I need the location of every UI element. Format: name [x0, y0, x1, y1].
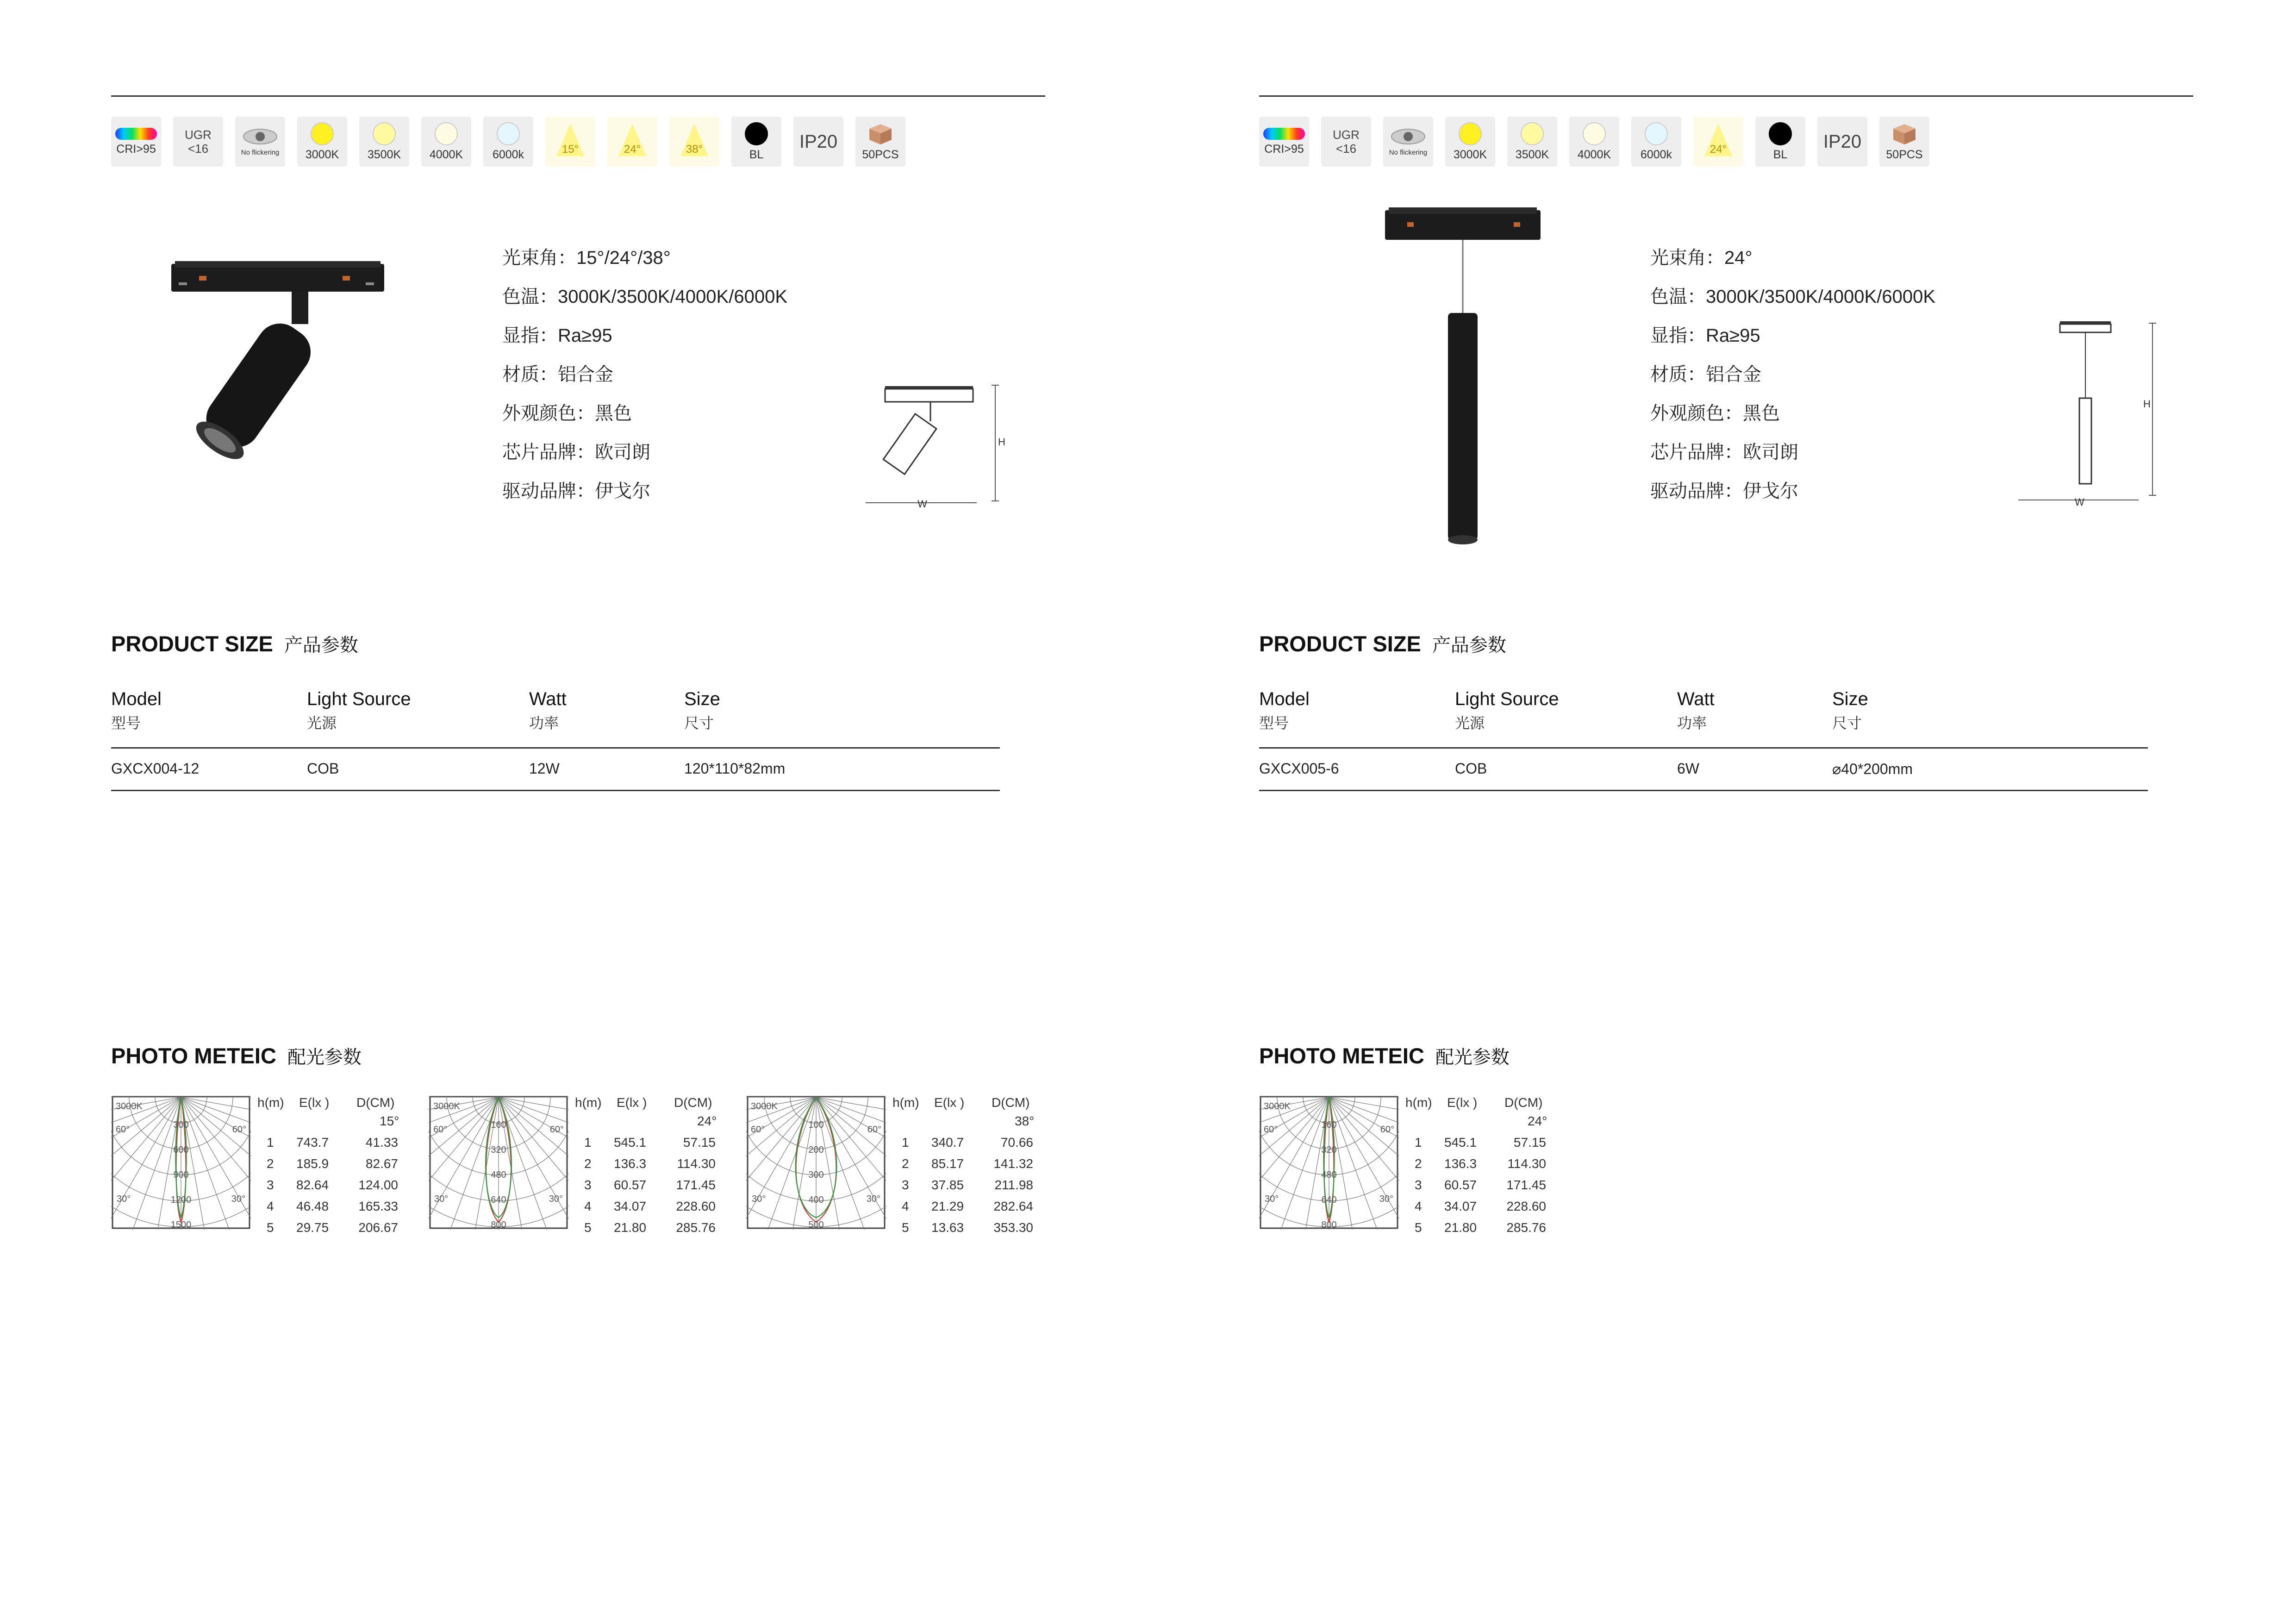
- feature-icon-color: [1569, 117, 1619, 167]
- header-cn: 尺寸: [1832, 715, 1862, 731]
- spec-item: 材质：铝合金: [502, 364, 613, 385]
- header-en: Light Source: [307, 689, 411, 709]
- ring-value-label: 160: [1321, 1120, 1337, 1130]
- feature-icon-ip: [793, 117, 843, 167]
- icon-label: BL: [1773, 148, 1788, 161]
- icon-label: 6000k: [1640, 148, 1672, 161]
- feature-icon-eye: [235, 117, 285, 167]
- illuminance-value: 545.1: [614, 1135, 647, 1149]
- diameter-value: 114.30: [1507, 1156, 1546, 1171]
- diameter-value: 285.76: [676, 1220, 716, 1235]
- angle-label: 30°: [1379, 1194, 1393, 1204]
- diameter-value: 282.64: [993, 1199, 1033, 1213]
- polar-diagram: [1259, 1095, 1399, 1230]
- diameter-value: 211.98: [994, 1178, 1033, 1192]
- height-value: 3: [267, 1178, 274, 1192]
- illuminance-value: 60.57: [614, 1178, 647, 1192]
- beam-angle-value: 24°: [697, 1114, 717, 1128]
- angle-label: 60°: [116, 1124, 130, 1135]
- table-header: [1677, 689, 1715, 733]
- illuminance-value: 29.75: [296, 1220, 329, 1235]
- diameter-value: 353.30: [993, 1220, 1033, 1235]
- photo-metric-title-en: PHOTO METEIC: [1259, 1043, 1424, 1068]
- feature-icon-color: [731, 117, 781, 167]
- diameter-value: 141.32: [993, 1156, 1033, 1171]
- ring-value-label: 1500: [170, 1220, 192, 1230]
- height-value: 2: [902, 1156, 909, 1171]
- illuminance-value: 34.07: [614, 1199, 647, 1213]
- polar-diagram: [111, 1095, 251, 1230]
- spec-item: 外观颜色：黑色: [1650, 403, 1780, 424]
- diameter-value: 228.60: [1506, 1199, 1546, 1213]
- cri-rainbow-icon: [115, 128, 157, 140]
- icon-label: 3500K: [1515, 148, 1549, 161]
- cri-rainbow-icon: [1263, 128, 1305, 140]
- cct-label: 3000K: [1264, 1101, 1291, 1112]
- table-header: [307, 689, 411, 733]
- feature-icon-box: [1879, 117, 1929, 167]
- illuminance-value: 185.9: [296, 1156, 329, 1171]
- illuminance-value: 545.1: [1444, 1135, 1477, 1149]
- right-page: [1148, 0, 2296, 1624]
- ring-value-label: 400: [808, 1195, 824, 1205]
- spec-list: [502, 238, 787, 511]
- pendant-product-image: [1379, 204, 1546, 556]
- cct-label: 3000K: [751, 1101, 778, 1112]
- spec-item: 驱动品牌：伊戈尔: [502, 481, 650, 501]
- angle-label: 30°: [752, 1194, 766, 1204]
- illuminance-value: 21.29: [931, 1199, 964, 1213]
- photo-metric-title: [111, 1043, 362, 1069]
- icon-label: CRI>95: [1264, 142, 1304, 156]
- ring-value-label: 300: [808, 1170, 824, 1180]
- header-en: Model: [1259, 689, 1310, 709]
- dim-h-label: H: [2143, 398, 2151, 410]
- feature-icon-color: [421, 117, 471, 167]
- color-dot-icon: [745, 122, 768, 145]
- icon-label: 3500K: [367, 148, 401, 161]
- illuminance-value: 21.80: [1444, 1220, 1477, 1235]
- illuminance-value: 46.48: [296, 1199, 329, 1213]
- polar-diagram: [429, 1095, 568, 1230]
- color-dot-icon: [497, 122, 520, 145]
- spec-item: 显指：Ra≥95: [502, 325, 612, 346]
- icon-label: 24°: [1710, 143, 1727, 156]
- header-cn: 型号: [111, 715, 141, 731]
- photometric-header: h(m): [892, 1095, 919, 1110]
- table-cell: GXCX004-12: [111, 760, 200, 777]
- product-size-title-en: PRODUCT SIZE: [111, 631, 273, 656]
- photometric-header: h(m): [575, 1095, 602, 1110]
- icon-label: 38°: [686, 143, 703, 156]
- dimension-drawing: [861, 380, 1009, 518]
- angle-label: 30°: [549, 1194, 563, 1204]
- feature-icons: [111, 117, 905, 167]
- spec-item: 芯片品牌：欧司朗: [502, 442, 650, 462]
- ring-value-label: 500: [808, 1220, 824, 1230]
- dim-w-label: W: [2075, 496, 2084, 508]
- feature-icon-beam: [669, 117, 719, 167]
- icon-label: 3000K: [305, 148, 339, 161]
- ring-value-label: 800: [1321, 1220, 1337, 1230]
- table-header: [111, 689, 162, 733]
- icon-label: BL: [749, 148, 764, 161]
- feature-icons: [1259, 117, 1929, 167]
- illuminance-value: 85.17: [931, 1156, 964, 1171]
- cct-label: 3000K: [116, 1101, 143, 1112]
- ring-value-label: 600: [173, 1145, 189, 1155]
- height-value: 5: [584, 1220, 592, 1235]
- angle-label: 60°: [232, 1124, 246, 1135]
- diameter-value: 57.15: [1513, 1135, 1546, 1149]
- feature-icon-ugr: [173, 117, 223, 167]
- table-cell: 12W: [529, 760, 560, 777]
- height-value: 4: [902, 1199, 909, 1213]
- table-cell: COB: [1455, 760, 1487, 777]
- product-size-title: [111, 631, 358, 657]
- feature-icon-cri: [1259, 117, 1309, 167]
- photometric-header: D(CM): [992, 1095, 1030, 1110]
- polar-diagram: [746, 1095, 886, 1230]
- cct-label: 3000K: [433, 1101, 460, 1112]
- height-value: 3: [1415, 1178, 1422, 1192]
- diameter-value: 171.45: [1506, 1178, 1546, 1192]
- header-cn: 光源: [1455, 715, 1485, 731]
- header-cn: 尺寸: [684, 715, 714, 731]
- feature-icon-color: [1445, 117, 1495, 167]
- diameter-value: 124.00: [358, 1178, 398, 1192]
- ring-value-label: 320: [491, 1145, 506, 1155]
- header-cn: 功率: [1677, 715, 1707, 731]
- illuminance-value: 34.07: [1444, 1199, 1477, 1213]
- icon-label: 50PCS: [862, 148, 899, 161]
- feature-icon-beam: [1693, 117, 1743, 167]
- spec-item: 芯片品牌：欧司朗: [1650, 442, 1798, 462]
- height-value: 1: [584, 1135, 592, 1149]
- color-dot-icon: [311, 122, 334, 145]
- spec-item: 光束角：15°/24°/38°: [502, 248, 671, 268]
- table-header: [1259, 689, 1310, 733]
- icon-label: UGR <16: [185, 128, 212, 156]
- table-rule: [1259, 747, 2148, 749]
- diameter-value: 171.45: [676, 1178, 716, 1192]
- product-size-title: [1259, 631, 1506, 657]
- dim-h-label: H: [998, 436, 1005, 448]
- photometric-header: D(CM): [1504, 1095, 1543, 1110]
- height-value: 1: [267, 1135, 274, 1149]
- product-size-title-en: PRODUCT SIZE: [1259, 631, 1421, 656]
- angle-label: 60°: [1264, 1124, 1278, 1135]
- angle-label: 30°: [1265, 1194, 1279, 1204]
- icon-label: 4000K: [429, 148, 463, 161]
- diameter-value: 285.76: [1506, 1220, 1546, 1235]
- header-cn: 功率: [529, 715, 559, 731]
- angle-label: 60°: [433, 1124, 448, 1135]
- height-value: 4: [584, 1199, 592, 1213]
- table-header: [529, 689, 567, 733]
- spec-item: 驱动品牌：伊戈尔: [1650, 481, 1798, 501]
- header-en: Size: [1832, 689, 1868, 709]
- spec-item: 外观颜色：黑色: [502, 403, 632, 424]
- icon-label: 15°: [562, 143, 579, 156]
- diameter-value: 114.30: [677, 1156, 716, 1171]
- spec-item: 色温：3000K/3500K/4000K/6000K: [502, 287, 787, 307]
- color-dot-icon: [1521, 122, 1544, 145]
- table-cell: COB: [307, 760, 339, 777]
- color-dot-icon: [1769, 122, 1792, 145]
- feature-icon-beam: [607, 117, 657, 167]
- icon-label: No flickering: [1389, 148, 1428, 156]
- icon-label: 24°: [624, 143, 641, 156]
- height-value: 2: [584, 1156, 592, 1171]
- spec-item: 材质：铝合金: [1650, 364, 1761, 385]
- icon-label: 50PCS: [1886, 148, 1923, 161]
- table-cell: 6W: [1677, 760, 1699, 777]
- icon-label: 3000K: [1453, 148, 1487, 161]
- feature-icon-ugr: [1321, 117, 1371, 167]
- header-cn: 光源: [307, 715, 337, 731]
- ring-value-label: 200: [808, 1145, 824, 1155]
- photometric-header: D(CM): [674, 1095, 712, 1110]
- top-rule: [111, 95, 1045, 97]
- angle-label: 30°: [231, 1194, 245, 1204]
- height-value: 5: [1415, 1220, 1422, 1235]
- icon-label: CRI>95: [116, 142, 156, 156]
- photometric-header: E(lx ): [934, 1095, 965, 1110]
- ring-value-label: 100: [808, 1120, 824, 1130]
- photometric-header: E(lx ): [299, 1095, 330, 1110]
- height-value: 3: [902, 1178, 909, 1192]
- diameter-value: 228.60: [676, 1199, 716, 1213]
- height-value: 3: [584, 1178, 592, 1192]
- feature-icon-color: [1631, 117, 1681, 167]
- feature-icon-beam: [545, 117, 595, 167]
- height-value: 5: [902, 1220, 909, 1235]
- photometric-header: D(CM): [356, 1095, 395, 1110]
- beam-angle-value: 24°: [1528, 1114, 1547, 1128]
- icon-label: No flickering: [241, 148, 280, 156]
- illuminance-value: 82.64: [296, 1178, 329, 1192]
- color-dot-icon: [1583, 122, 1606, 145]
- header-en: Light Source: [1455, 689, 1559, 709]
- table-header: [1455, 689, 1559, 733]
- angle-label: 60°: [549, 1124, 564, 1135]
- photo-metric-title-en: PHOTO METEIC: [111, 1043, 276, 1068]
- illuminance-value: 21.80: [614, 1220, 647, 1235]
- diameter-value: 41.33: [365, 1135, 398, 1149]
- ring-value-label: 160: [491, 1120, 506, 1130]
- table-header: [684, 689, 720, 733]
- package-box-icon: [867, 122, 893, 145]
- package-box-icon: [1891, 122, 1917, 145]
- dimension-drawing: [2018, 315, 2166, 509]
- photometric-header: E(lx ): [617, 1095, 647, 1110]
- ring-value-label: 480: [491, 1170, 506, 1180]
- angle-label: 60°: [867, 1124, 881, 1135]
- ring-value-label: 300: [173, 1120, 189, 1130]
- angle-label: 60°: [1380, 1124, 1394, 1135]
- top-rule: [1259, 95, 2193, 97]
- angle-label: 30°: [117, 1194, 131, 1204]
- angle-label: 30°: [866, 1194, 880, 1204]
- eye-icon: [242, 127, 279, 146]
- ring-value-label: 800: [491, 1220, 506, 1230]
- feature-icon-box: [855, 117, 905, 167]
- spec-item: 显指：Ra≥95: [1650, 325, 1760, 346]
- photo-metric-title: [1259, 1043, 1510, 1069]
- ring-value-label: 640: [491, 1195, 506, 1205]
- photo-metric-title-cn: 配光参数: [287, 1047, 362, 1068]
- spec-item: 光束角：24°: [1650, 248, 1753, 268]
- product-size-title-cn: 产品参数: [284, 635, 358, 656]
- icon-label: UGR <16: [1333, 128, 1360, 156]
- height-value: 1: [1415, 1135, 1422, 1149]
- ring-value-label: 320: [1321, 1145, 1337, 1155]
- spec-list: [1650, 238, 1935, 511]
- feature-icon-color: [359, 117, 409, 167]
- ring-value-label: 480: [1321, 1170, 1337, 1180]
- photometric-header: E(lx ): [1447, 1095, 1478, 1110]
- height-value: 2: [1415, 1156, 1422, 1171]
- table-cell: 120*110*82mm: [684, 760, 786, 777]
- ring-value-label: 900: [173, 1170, 189, 1180]
- height-value: 2: [267, 1156, 274, 1171]
- diameter-value: 165.33: [358, 1199, 398, 1213]
- feature-icon-color: [1507, 117, 1557, 167]
- header-en: Watt: [1677, 689, 1715, 709]
- photo-metric-title-cn: 配光参数: [1435, 1047, 1510, 1068]
- beam-angle-value: 38°: [1015, 1114, 1035, 1128]
- diameter-value: 206.67: [358, 1220, 398, 1235]
- feature-icon-ip: [1817, 117, 1867, 167]
- illuminance-value: 743.7: [296, 1135, 329, 1149]
- table-cell: ⌀40*200mm: [1832, 761, 1913, 777]
- table-rule: [111, 790, 1000, 791]
- product-size-title-cn: 产品参数: [1432, 635, 1506, 656]
- table-cell: GXCX005-6: [1259, 760, 1339, 777]
- spotlight-product-image: [167, 259, 389, 500]
- feature-icon-eye: [1383, 117, 1433, 167]
- icon-label: 4000K: [1577, 148, 1611, 161]
- angle-label: 60°: [751, 1124, 765, 1135]
- diameter-value: 70.66: [1000, 1135, 1033, 1149]
- icon-label: IP20: [799, 131, 838, 152]
- icon-label: IP20: [1823, 131, 1862, 152]
- header-en: Watt: [529, 689, 567, 709]
- illuminance-value: 60.57: [1444, 1178, 1477, 1192]
- color-dot-icon: [1645, 122, 1668, 145]
- illuminance-value: 13.63: [931, 1220, 964, 1235]
- angle-label: 30°: [434, 1194, 449, 1204]
- eye-icon: [1390, 127, 1427, 146]
- table-header: [1832, 689, 1868, 733]
- diameter-value: 82.67: [365, 1156, 398, 1171]
- header-en: Model: [111, 689, 162, 709]
- ring-value-label: 1200: [170, 1195, 192, 1205]
- illuminance-value: 37.85: [931, 1178, 964, 1192]
- height-value: 4: [267, 1199, 274, 1213]
- photometric-header: h(m): [1405, 1095, 1432, 1110]
- table-rule: [111, 747, 1000, 749]
- color-dot-icon: [373, 122, 396, 145]
- header-en: Size: [684, 689, 720, 709]
- feature-icon-cri: [111, 117, 161, 167]
- height-value: 4: [1415, 1199, 1422, 1213]
- illuminance-value: 340.7: [931, 1135, 964, 1149]
- dim-w-label: W: [917, 498, 927, 510]
- height-value: 5: [267, 1220, 274, 1235]
- height-value: 1: [902, 1135, 909, 1149]
- table-rule: [1259, 790, 2148, 791]
- beam-angle-value: 15°: [380, 1114, 399, 1128]
- ring-value-label: 640: [1321, 1195, 1337, 1205]
- feature-icon-color: [483, 117, 533, 167]
- header-cn: 型号: [1259, 715, 1289, 731]
- color-dot-icon: [435, 122, 458, 145]
- illuminance-value: 136.3: [1444, 1156, 1477, 1171]
- spec-item: 色温：3000K/3500K/4000K/6000K: [1650, 287, 1935, 307]
- feature-icon-color: [297, 117, 347, 167]
- diameter-value: 57.15: [683, 1135, 716, 1149]
- color-dot-icon: [1459, 122, 1482, 145]
- illuminance-value: 136.3: [614, 1156, 647, 1171]
- icon-label: 6000k: [492, 148, 524, 161]
- photometric-header: h(m): [257, 1095, 284, 1110]
- feature-icon-color: [1755, 117, 1805, 167]
